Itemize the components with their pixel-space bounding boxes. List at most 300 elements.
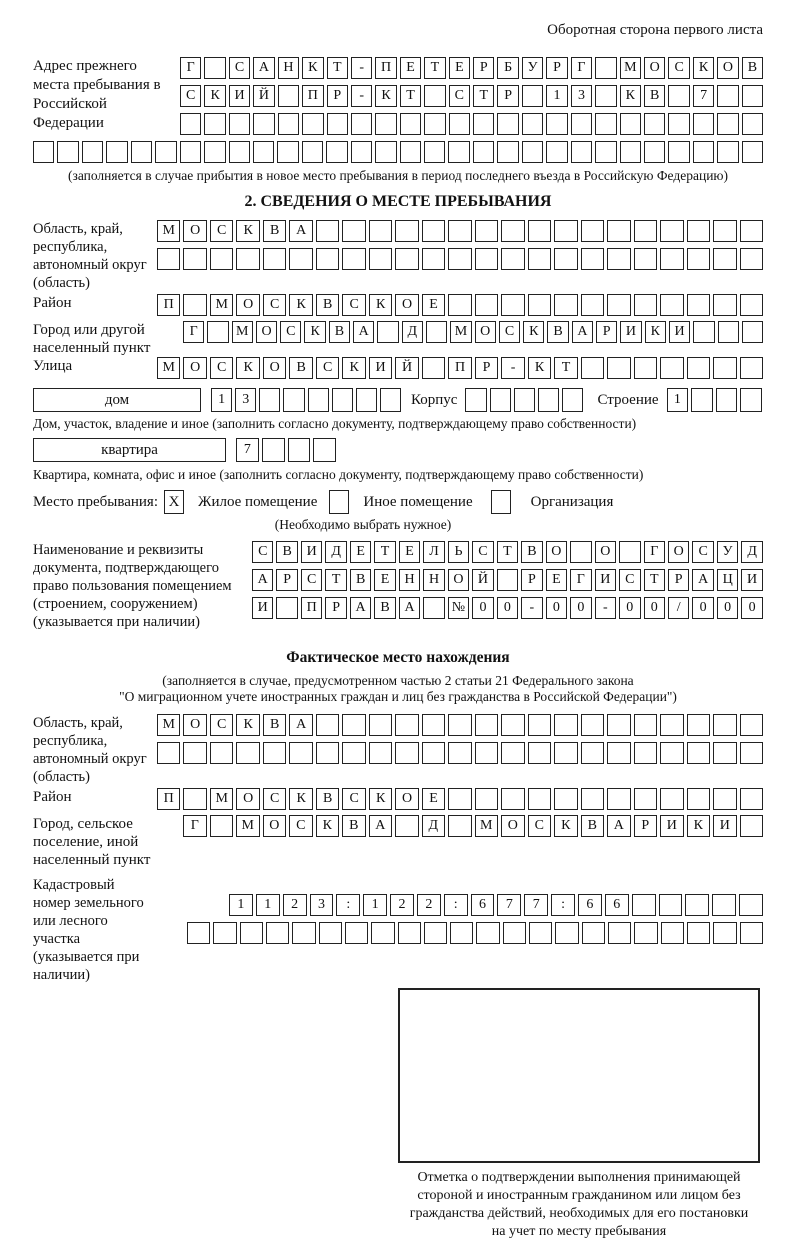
char-box[interactable]: Т — [327, 57, 348, 79]
char-box[interactable]: И — [301, 541, 322, 563]
char-box[interactable]: К — [289, 294, 312, 316]
char-box[interactable] — [319, 922, 342, 944]
char-box[interactable]: О — [263, 815, 287, 837]
char-box[interactable]: К — [375, 85, 396, 107]
char-box[interactable]: Е — [350, 541, 371, 563]
char-box[interactable] — [740, 388, 762, 412]
char-box[interactable] — [608, 922, 631, 944]
char-box[interactable]: 7 — [497, 894, 521, 916]
char-box[interactable]: Н — [399, 569, 420, 591]
char-box[interactable]: П — [448, 357, 471, 379]
char-box[interactable]: 0 — [741, 597, 762, 619]
char-box[interactable] — [713, 742, 736, 764]
char-box[interactable]: К — [554, 815, 578, 837]
char-box[interactable] — [634, 357, 657, 379]
char-box[interactable]: К — [302, 57, 323, 79]
char-box[interactable] — [302, 141, 323, 163]
char-box[interactable]: Д — [325, 541, 346, 563]
char-box[interactable] — [327, 113, 348, 135]
char-box[interactable]: - — [595, 597, 616, 619]
char-box[interactable]: В — [644, 85, 665, 107]
char-box[interactable]: К — [289, 788, 312, 810]
char-box[interactable]: О — [717, 57, 738, 79]
char-box[interactable]: В — [374, 597, 395, 619]
char-box[interactable]: 2 — [283, 894, 307, 916]
char-box[interactable] — [571, 113, 592, 135]
char-box[interactable]: 1 — [229, 894, 253, 916]
char-box[interactable] — [131, 141, 152, 163]
char-box[interactable] — [278, 85, 299, 107]
char-box[interactable] — [528, 714, 551, 736]
char-box[interactable] — [180, 141, 201, 163]
char-box[interactable] — [475, 294, 498, 316]
char-box[interactable] — [595, 113, 616, 135]
char-box[interactable] — [345, 922, 368, 944]
char-box[interactable]: 0 — [644, 597, 665, 619]
char-box[interactable] — [423, 597, 444, 619]
char-box[interactable] — [308, 388, 329, 412]
char-box[interactable] — [693, 113, 714, 135]
char-box[interactable] — [369, 220, 392, 242]
char-box[interactable] — [448, 248, 471, 270]
char-box[interactable]: Т — [325, 569, 346, 591]
char-box[interactable]: Р — [325, 597, 346, 619]
char-box[interactable] — [713, 788, 736, 810]
char-box[interactable]: Т — [374, 541, 395, 563]
char-box[interactable]: Р — [521, 569, 542, 591]
char-box[interactable] — [424, 922, 447, 944]
char-box[interactable]: К — [236, 714, 259, 736]
char-box[interactable] — [424, 141, 445, 163]
char-box[interactable] — [660, 248, 683, 270]
char-box[interactable]: И — [252, 597, 273, 619]
char-box[interactable]: А — [289, 220, 312, 242]
char-box[interactable] — [332, 388, 353, 412]
char-box[interactable] — [253, 141, 274, 163]
char-box[interactable] — [187, 922, 210, 944]
char-box[interactable] — [204, 141, 225, 163]
char-box[interactable]: 0 — [546, 597, 567, 619]
char-box[interactable] — [229, 113, 250, 135]
char-box[interactable] — [634, 922, 657, 944]
char-box[interactable]: О — [256, 321, 277, 343]
char-box[interactable] — [660, 294, 683, 316]
char-box[interactable] — [263, 742, 286, 764]
char-box[interactable] — [375, 141, 396, 163]
char-box[interactable] — [236, 742, 259, 764]
char-box[interactable]: Ь — [448, 541, 469, 563]
char-box[interactable]: И — [669, 321, 690, 343]
char-box[interactable] — [342, 742, 365, 764]
char-box[interactable] — [595, 141, 616, 163]
char-box[interactable]: А — [353, 321, 374, 343]
char-box[interactable]: 2 — [390, 894, 414, 916]
char-box[interactable] — [277, 141, 298, 163]
char-box[interactable]: У — [522, 57, 543, 79]
char-box[interactable] — [326, 141, 347, 163]
char-box[interactable]: 6 — [578, 894, 602, 916]
char-box[interactable] — [236, 248, 259, 270]
char-box[interactable] — [380, 388, 401, 412]
char-box[interactable] — [475, 742, 498, 764]
char-box[interactable] — [740, 357, 763, 379]
char-box[interactable]: 1 — [211, 388, 232, 412]
char-box[interactable] — [607, 714, 630, 736]
char-box[interactable]: П — [157, 294, 180, 316]
char-box[interactable]: О — [501, 815, 525, 837]
char-box[interactable]: А — [572, 321, 593, 343]
char-box[interactable]: Г — [570, 569, 591, 591]
char-box[interactable]: П — [302, 85, 323, 107]
char-box[interactable] — [555, 922, 578, 944]
char-box[interactable]: Т — [644, 569, 665, 591]
char-box[interactable] — [687, 922, 710, 944]
char-box[interactable] — [450, 922, 473, 944]
char-box[interactable]: Д — [422, 815, 446, 837]
char-box[interactable]: В — [263, 714, 286, 736]
char-box[interactable]: В — [263, 220, 286, 242]
char-box[interactable] — [687, 294, 710, 316]
char-box[interactable]: Р — [327, 85, 348, 107]
char-box[interactable] — [581, 248, 604, 270]
char-box[interactable] — [634, 248, 657, 270]
char-box[interactable] — [369, 714, 392, 736]
char-box[interactable] — [204, 57, 225, 79]
char-box[interactable]: Т — [400, 85, 421, 107]
char-box[interactable] — [581, 357, 604, 379]
char-box[interactable]: М — [210, 294, 233, 316]
char-box[interactable] — [501, 248, 524, 270]
char-box[interactable]: О — [236, 294, 259, 316]
char-box[interactable]: У — [717, 541, 738, 563]
char-box[interactable] — [660, 357, 683, 379]
char-box[interactable] — [607, 357, 630, 379]
char-box[interactable]: 0 — [472, 597, 493, 619]
char-box[interactable] — [448, 788, 471, 810]
char-box[interactable] — [497, 113, 518, 135]
char-box[interactable]: Р — [634, 815, 658, 837]
char-box[interactable]: Р — [473, 57, 494, 79]
char-box[interactable] — [342, 714, 365, 736]
char-box[interactable]: Р — [668, 569, 689, 591]
char-box[interactable] — [634, 788, 657, 810]
char-box[interactable]: С — [280, 321, 301, 343]
char-box[interactable]: А — [252, 569, 273, 591]
char-box[interactable] — [620, 113, 641, 135]
char-box[interactable] — [497, 141, 518, 163]
char-box[interactable] — [398, 922, 421, 944]
char-box[interactable]: И — [713, 815, 737, 837]
char-box[interactable] — [522, 141, 543, 163]
char-box[interactable]: С — [252, 541, 273, 563]
char-box[interactable] — [229, 141, 250, 163]
char-box[interactable]: О — [395, 294, 418, 316]
char-box[interactable]: П — [301, 597, 322, 619]
char-box[interactable]: К — [693, 57, 714, 79]
char-box[interactable]: О — [263, 357, 286, 379]
char-box[interactable] — [276, 597, 297, 619]
char-box[interactable]: 1 — [546, 85, 567, 107]
char-box[interactable]: О — [183, 357, 206, 379]
char-box[interactable]: С — [263, 294, 286, 316]
char-box[interactable]: Е — [422, 788, 445, 810]
char-box[interactable]: С — [301, 569, 322, 591]
char-box[interactable]: С — [619, 569, 640, 591]
char-box[interactable] — [717, 113, 738, 135]
char-box[interactable] — [740, 248, 763, 270]
char-box[interactable] — [448, 220, 471, 242]
char-box[interactable] — [687, 357, 710, 379]
char-box[interactable] — [660, 220, 683, 242]
char-box[interactable] — [712, 894, 736, 916]
char-box[interactable] — [660, 714, 683, 736]
char-box[interactable] — [180, 113, 201, 135]
char-box[interactable] — [213, 922, 236, 944]
char-box[interactable]: М — [157, 714, 180, 736]
char-box[interactable] — [634, 714, 657, 736]
char-box[interactable]: Е — [400, 57, 421, 79]
char-box[interactable]: Е — [546, 569, 567, 591]
char-box[interactable] — [475, 220, 498, 242]
char-box[interactable]: Е — [374, 569, 395, 591]
char-box[interactable] — [528, 742, 551, 764]
char-box[interactable]: - — [351, 85, 372, 107]
char-box[interactable] — [33, 141, 54, 163]
char-box[interactable]: К — [645, 321, 666, 343]
char-box[interactable]: 0 — [717, 597, 738, 619]
char-box[interactable] — [693, 141, 714, 163]
char-box[interactable] — [528, 788, 551, 810]
char-box[interactable] — [342, 220, 365, 242]
char-box[interactable] — [342, 248, 365, 270]
char-box[interactable] — [490, 388, 511, 412]
char-box[interactable] — [395, 248, 418, 270]
char-box[interactable]: Т — [473, 85, 494, 107]
char-box[interactable] — [717, 85, 738, 107]
char-box[interactable] — [717, 141, 738, 163]
char-box[interactable]: Г — [183, 321, 204, 343]
char-box[interactable] — [424, 85, 445, 107]
char-box[interactable] — [595, 57, 616, 79]
char-box[interactable] — [263, 248, 286, 270]
char-box[interactable]: С — [472, 541, 493, 563]
char-box[interactable] — [465, 388, 486, 412]
char-box[interactable]: Ц — [717, 569, 738, 591]
char-box[interactable] — [554, 788, 577, 810]
char-box[interactable]: С — [449, 85, 470, 107]
char-box[interactable] — [739, 894, 763, 916]
char-box[interactable] — [266, 922, 289, 944]
char-box[interactable]: А — [399, 597, 420, 619]
char-box[interactable] — [57, 141, 78, 163]
char-box[interactable] — [501, 220, 524, 242]
char-box[interactable]: И — [229, 85, 250, 107]
char-box[interactable] — [422, 714, 445, 736]
char-box[interactable]: И — [620, 321, 641, 343]
char-box[interactable]: В — [742, 57, 763, 79]
char-box[interactable] — [554, 248, 577, 270]
char-box[interactable]: В — [289, 357, 312, 379]
char-box[interactable] — [183, 294, 206, 316]
char-box[interactable] — [528, 248, 551, 270]
char-box[interactable] — [619, 541, 640, 563]
char-box[interactable] — [634, 742, 657, 764]
char-box[interactable] — [351, 113, 372, 135]
char-box[interactable] — [207, 321, 228, 343]
char-box[interactable] — [371, 922, 394, 944]
char-box[interactable]: В — [316, 294, 339, 316]
char-box[interactable] — [157, 742, 180, 764]
char-box[interactable]: 6 — [471, 894, 495, 916]
char-box[interactable]: К — [236, 357, 259, 379]
char-box[interactable] — [607, 788, 630, 810]
char-box[interactable]: В — [521, 541, 542, 563]
char-box[interactable] — [369, 742, 392, 764]
char-box[interactable] — [157, 248, 180, 270]
char-box[interactable]: 0 — [497, 597, 518, 619]
char-box[interactable]: Д — [741, 541, 762, 563]
char-box[interactable] — [538, 388, 559, 412]
char-box[interactable] — [644, 113, 665, 135]
char-box[interactable]: И — [741, 569, 762, 591]
char-box[interactable] — [316, 742, 339, 764]
char-box[interactable]: 0 — [619, 597, 640, 619]
char-box[interactable] — [316, 248, 339, 270]
char-box[interactable] — [448, 714, 471, 736]
char-box[interactable]: М — [157, 220, 180, 242]
char-box[interactable] — [395, 714, 418, 736]
char-box[interactable] — [713, 357, 736, 379]
char-box[interactable] — [448, 141, 469, 163]
char-box[interactable] — [554, 742, 577, 764]
char-box[interactable]: П — [157, 788, 180, 810]
char-box[interactable]: О — [183, 714, 206, 736]
char-box[interactable]: Е — [449, 57, 470, 79]
char-box[interactable] — [313, 438, 336, 462]
char-box[interactable] — [82, 141, 103, 163]
char-box[interactable] — [522, 113, 543, 135]
char-box[interactable]: О — [395, 788, 418, 810]
char-box[interactable]: В — [329, 321, 350, 343]
char-box[interactable]: Й — [472, 569, 493, 591]
char-box[interactable] — [554, 220, 577, 242]
checkbox-inoe[interactable] — [329, 490, 349, 514]
char-box[interactable]: 0 — [692, 597, 713, 619]
checkbox-zhiloe[interactable]: X — [164, 490, 184, 514]
char-box[interactable] — [718, 321, 739, 343]
char-box[interactable] — [449, 113, 470, 135]
char-box[interactable] — [668, 85, 689, 107]
char-box[interactable] — [351, 141, 372, 163]
char-box[interactable] — [742, 85, 763, 107]
char-box[interactable]: Г — [180, 57, 201, 79]
char-box[interactable] — [659, 894, 683, 916]
char-box[interactable]: № — [448, 597, 469, 619]
char-box[interactable]: О — [236, 788, 259, 810]
char-box[interactable]: 1 — [667, 388, 689, 412]
char-box[interactable] — [400, 141, 421, 163]
char-box[interactable] — [514, 388, 535, 412]
char-box[interactable] — [356, 388, 377, 412]
char-box[interactable] — [740, 922, 763, 944]
char-box[interactable]: Й — [253, 85, 274, 107]
char-box[interactable] — [713, 294, 736, 316]
char-box[interactable]: О — [668, 541, 689, 563]
char-box[interactable] — [475, 248, 498, 270]
char-box[interactable] — [668, 141, 689, 163]
char-box[interactable]: Л — [423, 541, 444, 563]
char-box[interactable] — [289, 248, 312, 270]
char-box[interactable] — [528, 220, 551, 242]
char-box[interactable]: 3 — [310, 894, 334, 916]
char-box[interactable]: : — [336, 894, 360, 916]
char-box[interactable] — [395, 220, 418, 242]
char-box[interactable]: С — [499, 321, 520, 343]
char-box[interactable] — [155, 141, 176, 163]
char-box[interactable] — [607, 248, 630, 270]
char-box[interactable] — [501, 714, 524, 736]
char-box[interactable]: 6 — [605, 894, 629, 916]
char-box[interactable]: Н — [278, 57, 299, 79]
char-box[interactable] — [740, 788, 763, 810]
char-box[interactable]: - — [351, 57, 372, 79]
char-box[interactable]: - — [521, 597, 542, 619]
char-box[interactable] — [742, 141, 763, 163]
checkbox-organizaciya[interactable] — [491, 490, 511, 514]
char-box[interactable]: Е — [399, 541, 420, 563]
char-box[interactable] — [501, 742, 524, 764]
char-box[interactable] — [278, 113, 299, 135]
char-box[interactable] — [620, 141, 641, 163]
char-box[interactable] — [581, 742, 604, 764]
char-box[interactable] — [713, 714, 736, 736]
char-box[interactable]: Д — [402, 321, 423, 343]
char-box[interactable]: Е — [422, 294, 445, 316]
char-box[interactable]: М — [157, 357, 180, 379]
char-box[interactable]: С — [210, 357, 233, 379]
char-box[interactable] — [288, 438, 311, 462]
char-box[interactable]: И — [660, 815, 684, 837]
char-box[interactable]: И — [595, 569, 616, 591]
char-box[interactable] — [716, 388, 738, 412]
char-box[interactable] — [369, 248, 392, 270]
char-box[interactable]: 7 — [236, 438, 259, 462]
char-box[interactable]: Р — [596, 321, 617, 343]
char-box[interactable]: - — [501, 357, 524, 379]
char-box[interactable]: Т — [497, 541, 518, 563]
char-box[interactable]: 3 — [235, 388, 256, 412]
char-box[interactable] — [422, 742, 445, 764]
char-box[interactable] — [554, 714, 577, 736]
char-box[interactable] — [687, 248, 710, 270]
char-box[interactable] — [668, 113, 689, 135]
char-box[interactable]: / — [668, 597, 689, 619]
char-box[interactable]: С — [289, 815, 313, 837]
char-box[interactable]: К — [204, 85, 225, 107]
char-box[interactable]: В — [316, 788, 339, 810]
char-box[interactable] — [713, 248, 736, 270]
char-box[interactable] — [400, 113, 421, 135]
char-box[interactable]: В — [276, 541, 297, 563]
char-box[interactable]: М — [236, 815, 260, 837]
char-box[interactable] — [687, 742, 710, 764]
apartment-type-box[interactable]: квартира — [33, 438, 226, 462]
char-box[interactable]: А — [253, 57, 274, 79]
char-box[interactable]: 2 — [417, 894, 441, 916]
char-box[interactable] — [581, 714, 604, 736]
char-box[interactable]: К — [687, 815, 711, 837]
char-box[interactable]: М — [450, 321, 471, 343]
